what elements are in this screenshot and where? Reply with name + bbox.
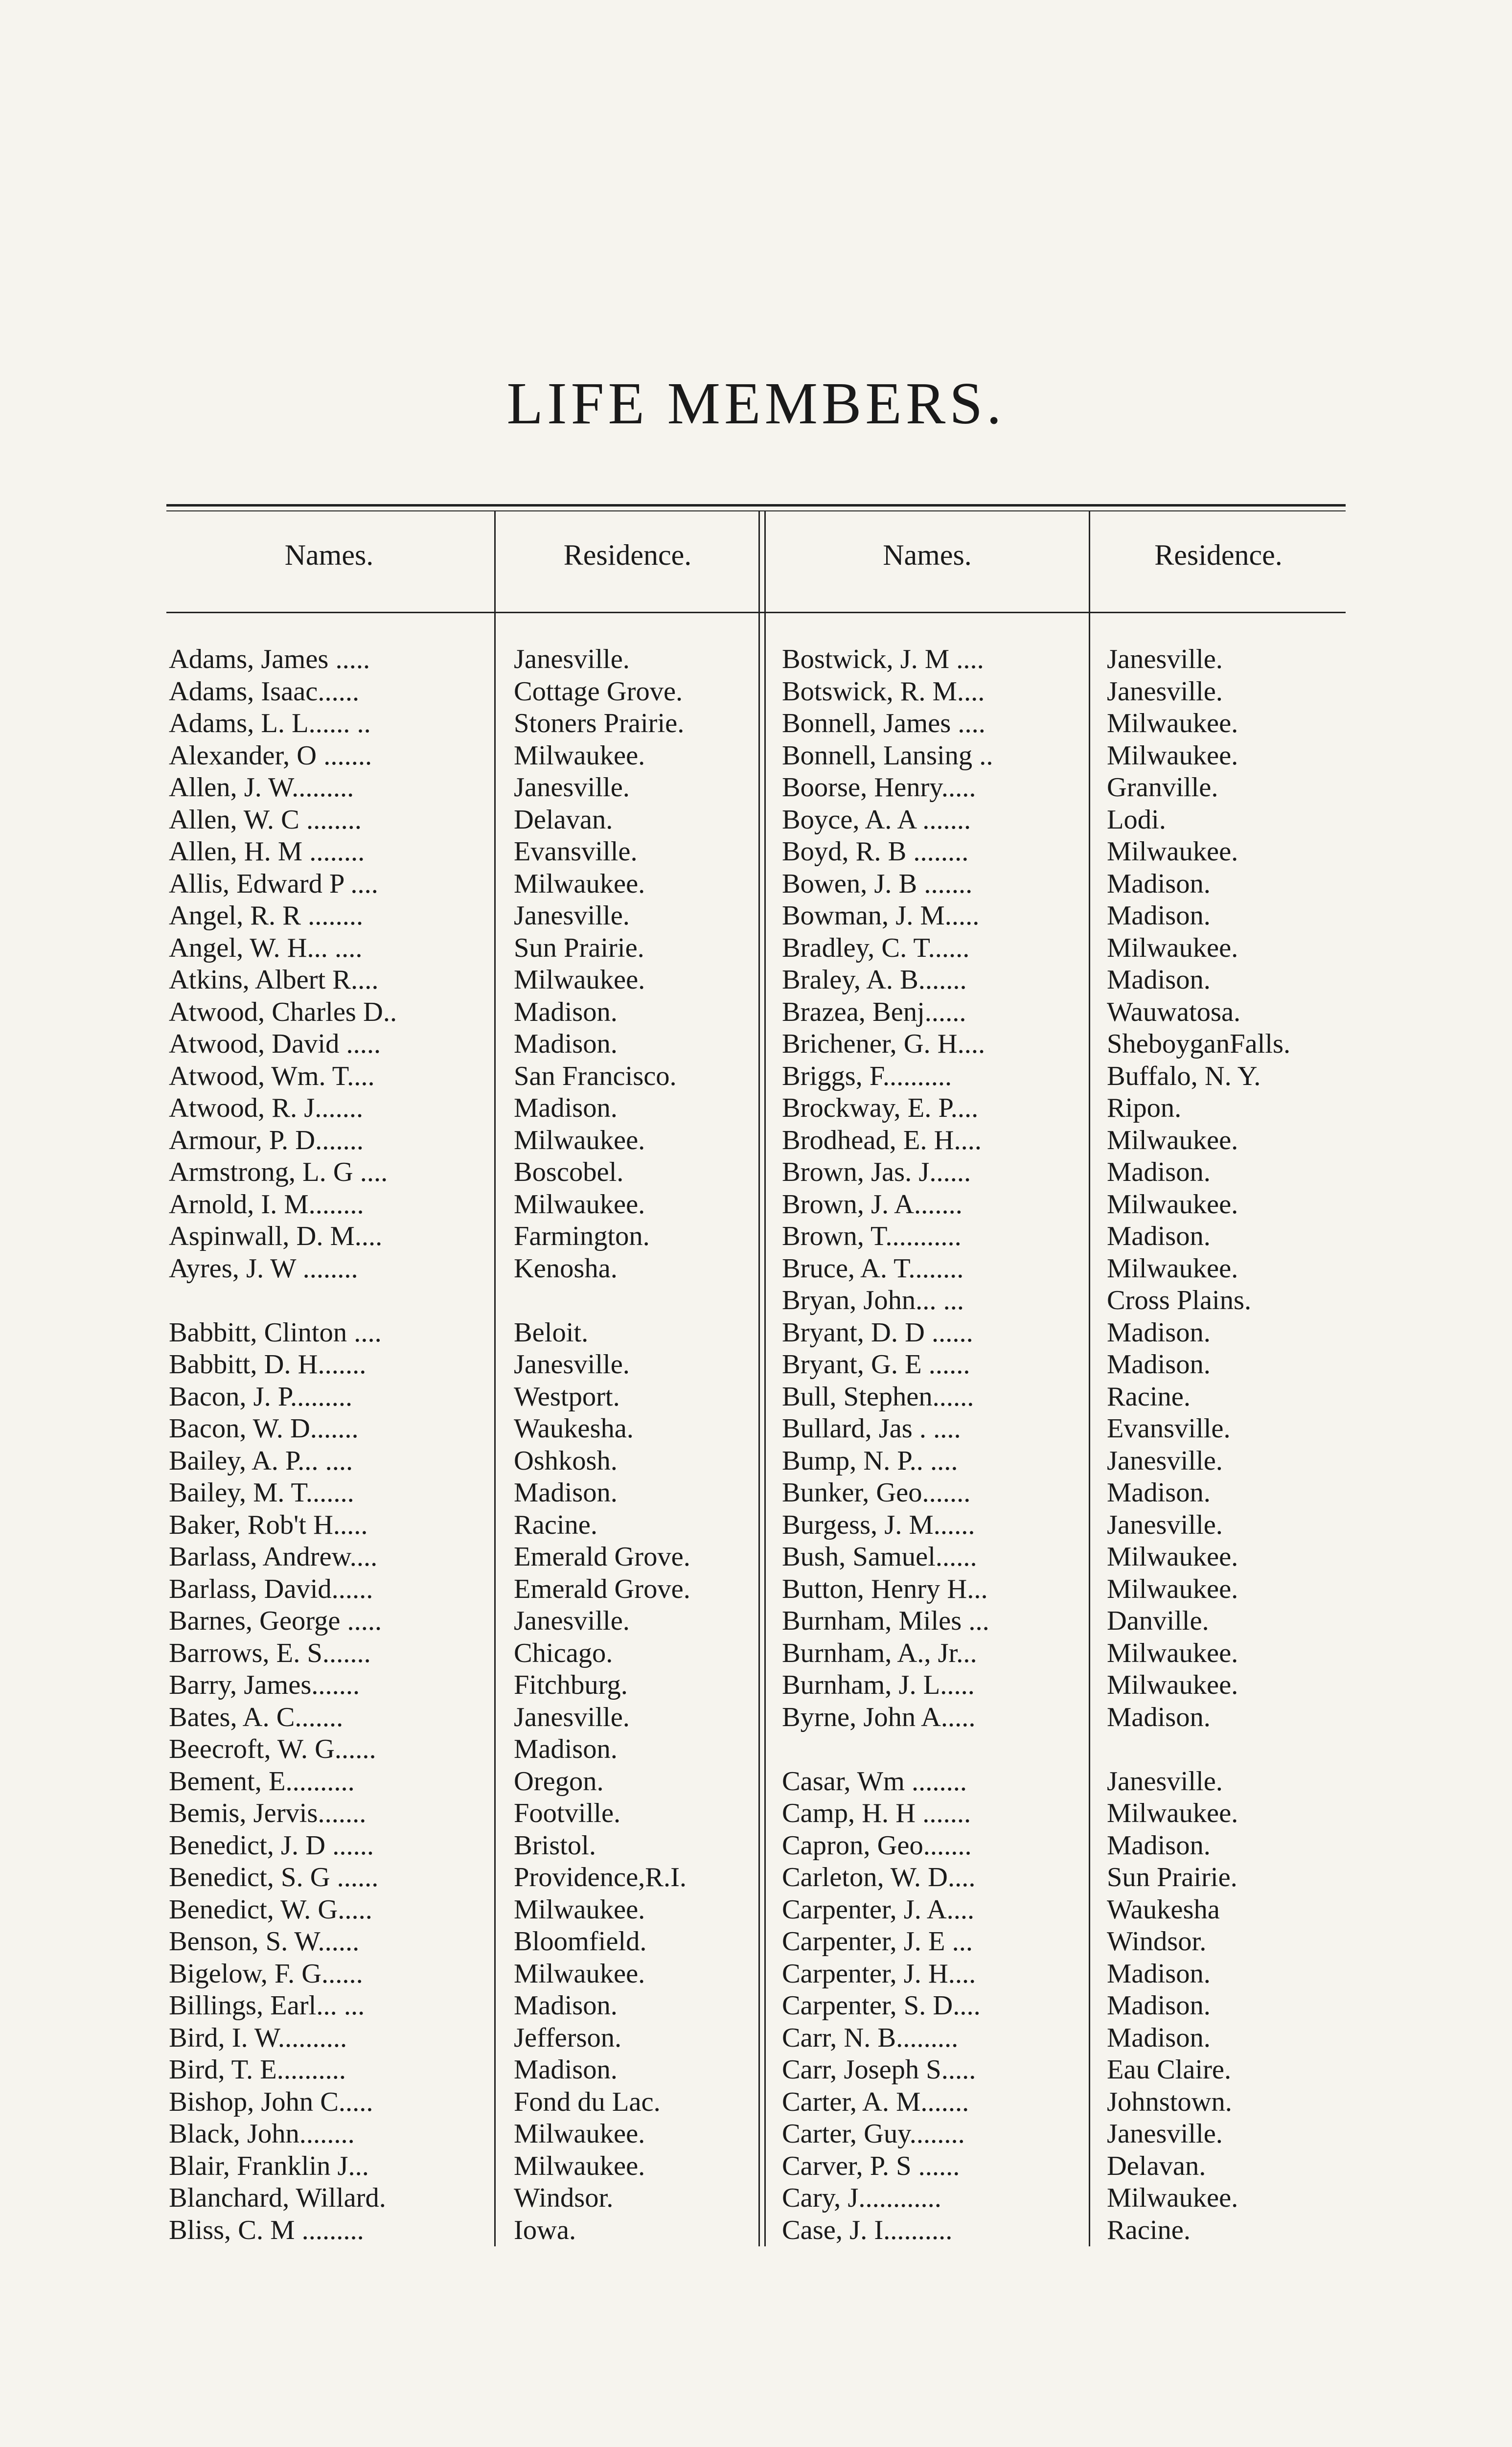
member-residence: Wauwatosa.	[1107, 996, 1241, 1027]
member-residence: Waukesha.	[514, 1413, 634, 1444]
member-name: Bemis, Jervis.......	[169, 1798, 367, 1828]
member-name: Bement, E..........	[169, 1766, 355, 1797]
member-residence: Janesville.	[1107, 676, 1223, 707]
member-name: Bowen, J. B .......	[782, 868, 973, 899]
member-residence: Madison.	[1107, 1221, 1211, 1251]
member-name: Bird, I. W..........	[169, 2022, 347, 2053]
member-residence: Janesville.	[1107, 1766, 1223, 1797]
member-residence: Janesville.	[514, 772, 630, 803]
member-name: Camp, H. H .......	[782, 1798, 971, 1828]
member-name: Allen, H. M ........	[169, 836, 365, 867]
member-residence: Milwaukee.	[514, 1894, 645, 1925]
header-names-right: Names.	[883, 539, 972, 571]
member-name: Bliss, C. M .........	[169, 2215, 364, 2245]
member-residence: Janesville.	[514, 1606, 630, 1636]
member-name: Adams, L. L...... ..	[169, 708, 371, 739]
member-residence	[514, 1285, 756, 1317]
member-name: Barry, James.......	[169, 1670, 360, 1700]
member-residence: Janesville.	[514, 644, 630, 674]
member-residence: Madison.	[1107, 1349, 1211, 1380]
member-residence: Madison.	[514, 1477, 618, 1508]
member-name: Brown, J. A.......	[782, 1189, 962, 1220]
member-name: Allis, Edward P ....	[169, 868, 378, 899]
member-residence: Delavan.	[514, 804, 613, 835]
member-residence: Oshkosh.	[514, 1445, 618, 1476]
member-name: Burnham, Miles ...	[782, 1606, 989, 1636]
member-residence: Evansville.	[514, 836, 638, 867]
member-residence: Milwaukee.	[514, 1125, 645, 1155]
member-name: Boorse, Henry.....	[782, 772, 976, 803]
member-residence: Madison.	[1107, 1317, 1211, 1348]
member-residence: Janesville.	[1107, 1509, 1223, 1540]
member-name: Angel, W. H... ....	[169, 932, 363, 963]
top-rule-thin	[166, 510, 1346, 511]
member-residence: Bloomfield.	[514, 1926, 647, 1957]
header-residence-right: Residence.	[1154, 539, 1283, 571]
right-names-column	[782, 644, 1085, 2246]
header-residence-left: Residence.	[563, 539, 692, 571]
member-residence: Madison.	[514, 1734, 618, 1764]
member-residence: Madison.	[1107, 900, 1211, 931]
member-residence: Madison.	[514, 1093, 618, 1123]
member-residence: Cross Plains.	[1107, 1285, 1252, 1316]
member-residence: Waukesha	[1107, 1894, 1220, 1925]
member-name: Billings, Earl... ...	[169, 1990, 365, 2021]
member-name: Brodhead, E. H....	[782, 1125, 982, 1155]
member-name: Barnes, George .....	[169, 1606, 382, 1636]
column-divider-2b	[764, 511, 766, 2246]
member-residence: Granville.	[1107, 772, 1218, 803]
member-name: Bostwick, J. M ....	[782, 644, 984, 674]
member-name: Bradley, C. T......	[782, 932, 970, 963]
member-name: Brockway, E. P....	[782, 1093, 979, 1123]
member-residence: Westport.	[514, 1381, 620, 1412]
member-residence: Lodi.	[1107, 804, 1166, 835]
member-name: Brichener, G. H....	[782, 1029, 985, 1059]
member-residence: Fond du Lac.	[514, 2086, 661, 2117]
member-residence: Beloit.	[514, 1317, 589, 1348]
member-residence: Jefferson.	[514, 2022, 622, 2053]
member-name: Carpenter, J. H....	[782, 1958, 976, 1989]
member-name	[169, 1285, 489, 1317]
member-name: Bump, N. P.. ....	[782, 1445, 958, 1476]
member-name: Black, John........	[169, 2119, 355, 2149]
member-name: Babbitt, D. H.......	[169, 1349, 367, 1380]
member-name: Case, J. I..........	[782, 2215, 953, 2245]
member-residence: Milwaukee.	[1107, 1670, 1238, 1700]
member-name: Bryan, John... ...	[782, 1285, 964, 1316]
member-residence: Bristol.	[514, 1830, 596, 1861]
top-rule-thick	[166, 504, 1346, 507]
member-residence: SheboyganFalls.	[1107, 1029, 1291, 1059]
member-residence: Oregon.	[514, 1766, 604, 1797]
member-name: Cary, J............	[782, 2183, 941, 2213]
member-residence: Milwaukee.	[514, 740, 645, 771]
member-residence: Iowa.	[514, 2215, 576, 2245]
member-name: Barlass, Andrew....	[169, 1542, 378, 1572]
member-name: Bonnell, James ....	[782, 708, 985, 739]
member-residence: Milwaukee.	[1107, 836, 1238, 867]
member-name: Ayres, J. W ........	[169, 1253, 358, 1284]
member-name: Boyce, A. A .......	[782, 804, 971, 835]
member-name: Braley, A. B.......	[782, 965, 967, 995]
member-name: Bailey, M. T.......	[169, 1477, 354, 1508]
member-residence: Janesville.	[514, 1349, 630, 1380]
member-residence: Milwaukee.	[514, 2119, 645, 2149]
member-name: Burnham, A., Jr...	[782, 1638, 977, 1668]
member-residence: Madison.	[514, 996, 618, 1027]
member-residence: Milwaukee.	[514, 1189, 645, 1220]
member-residence: Madison.	[1107, 1477, 1211, 1508]
member-residence: Buffalo, N. Y.	[1107, 1061, 1261, 1091]
member-name	[782, 1733, 1085, 1766]
member-residence: Janesville.	[1107, 2119, 1223, 2149]
right-residence-column	[1107, 644, 1361, 2246]
member-name: Bacon, J. P.........	[169, 1381, 353, 1412]
member-residence: Milwaukee.	[1107, 1638, 1238, 1668]
member-residence: Madison.	[1107, 1157, 1211, 1187]
member-name: Atwood, Charles D..	[169, 996, 397, 1027]
member-residence: Stoners Prairie.	[514, 708, 685, 739]
member-residence: Providence,R.I.	[514, 1862, 687, 1893]
member-residence: Milwaukee.	[1107, 740, 1238, 771]
member-residence: Milwaukee.	[1107, 1189, 1238, 1220]
member-name: Carleton, W. D....	[782, 1862, 976, 1893]
member-residence: Milwaukee.	[1107, 708, 1238, 739]
member-residence: Farmington.	[514, 1221, 650, 1251]
member-residence: Madison.	[1107, 1958, 1211, 1989]
member-name: Bush, Samuel......	[782, 1542, 977, 1572]
member-name: Carver, P. S ......	[782, 2150, 960, 2181]
member-name: Armour, P. D.......	[169, 1125, 364, 1155]
member-residence: Footville.	[514, 1798, 621, 1828]
member-name: Brown, Jas. J......	[782, 1157, 971, 1187]
member-name: Carter, Guy........	[782, 2119, 965, 2149]
member-name: Benson, S. W......	[169, 1926, 360, 1957]
left-residence-column	[514, 644, 756, 2246]
member-name: Bigelow, F. G......	[169, 1958, 363, 1989]
header-names-left: Names.	[284, 539, 374, 571]
member-residence: Cottage Grove.	[514, 676, 683, 707]
member-residence: Kenosha.	[514, 1253, 618, 1284]
member-name: Bacon, W. D.......	[169, 1413, 359, 1444]
member-residence: Milwaukee.	[1107, 1542, 1238, 1572]
member-residence: Sun Prairie.	[514, 932, 644, 963]
member-name: Bruce, A. T........	[782, 1253, 964, 1284]
member-name: Barrows, E. S.......	[169, 1638, 371, 1668]
member-residence: Ripon.	[1107, 1093, 1182, 1123]
member-name: Button, Henry H...	[782, 1573, 988, 1604]
member-residence: Madison.	[1107, 965, 1211, 995]
column-divider-3	[1089, 511, 1090, 2246]
member-name: Carr, N. B.........	[782, 2022, 959, 2053]
member-name: Allen, W. C ........	[169, 804, 362, 835]
member-residence: Milwaukee.	[514, 2150, 645, 2181]
member-residence: Boscobel.	[514, 1157, 624, 1187]
member-residence: Milwaukee.	[1107, 1798, 1238, 1828]
member-residence: Janesville.	[514, 1702, 630, 1732]
member-name: Capron, Geo.......	[782, 1830, 972, 1861]
member-name: Casar, Wm ........	[782, 1766, 967, 1797]
member-name: Carter, A. M.......	[782, 2086, 969, 2117]
member-name: Bullard, Jas . ....	[782, 1413, 961, 1444]
member-residence: Milwaukee.	[1107, 2183, 1238, 2213]
member-residence: Janesville.	[1107, 644, 1223, 674]
member-name: Armstrong, L. G ....	[169, 1157, 388, 1187]
member-name: Angel, R. R ........	[169, 900, 364, 931]
member-residence: Chicago.	[514, 1638, 613, 1668]
member-residence: Windsor.	[1107, 1926, 1207, 1957]
member-residence: Danville.	[1107, 1606, 1209, 1636]
member-name: Atwood, Wm. T....	[169, 1061, 375, 1091]
member-residence: Eau Claire.	[1107, 2055, 1232, 2085]
member-name: Bailey, A. P... ....	[169, 1445, 353, 1476]
member-name: Burnham, J. L.....	[782, 1670, 975, 1700]
member-residence: Racine.	[1107, 1381, 1191, 1412]
member-residence: Madison.	[1107, 868, 1211, 899]
member-residence: Madison.	[514, 2055, 618, 2085]
member-residence: Madison.	[514, 1029, 618, 1059]
member-residence: Madison.	[514, 1990, 618, 2021]
member-residence	[1107, 1733, 1361, 1766]
member-name: Burgess, J. M......	[782, 1509, 975, 1540]
left-names-column	[169, 644, 489, 2246]
member-name: Bonnell, Lansing ..	[782, 740, 993, 771]
member-name: Atwood, David .....	[169, 1029, 381, 1059]
member-residence: Emerald Grove.	[514, 1573, 690, 1604]
member-residence: Sun Prairie.	[1107, 1862, 1237, 1893]
member-residence: Madison.	[1107, 1990, 1211, 2021]
member-name: Blanchard, Willard.	[169, 2183, 386, 2213]
member-name: Carpenter, J. A....	[782, 1894, 975, 1925]
member-name: Aspinwall, D. M....	[169, 1221, 383, 1251]
member-residence: Racine.	[514, 1509, 597, 1540]
member-name: Alexander, O .......	[169, 740, 372, 771]
member-name: Bunker, Geo.......	[782, 1477, 971, 1508]
member-name: Byrne, John A.....	[782, 1702, 976, 1732]
member-residence: Milwaukee.	[1107, 1573, 1238, 1604]
member-residence: Janesville.	[514, 900, 630, 931]
member-residence: Madison.	[1107, 2022, 1211, 2053]
member-name: Benedict, J. D ......	[169, 1830, 374, 1861]
member-residence: Fitchburg.	[514, 1670, 628, 1700]
member-residence: Milwaukee.	[1107, 1125, 1238, 1155]
member-name: Baker, Rob't H.....	[169, 1509, 368, 1540]
member-name: Babbitt, Clinton ....	[169, 1317, 382, 1348]
member-residence: Milwaukee.	[514, 868, 645, 899]
member-name: Carr, Joseph S.....	[782, 2055, 976, 2085]
member-name: Barlass, David......	[169, 1573, 373, 1604]
column-divider-2a	[758, 511, 760, 2246]
member-name: Benedict, S. G ......	[169, 1862, 379, 1893]
member-name: Adams, James .....	[169, 644, 370, 674]
member-residence: Janesville.	[1107, 1445, 1223, 1476]
member-residence: Milwaukee.	[514, 1958, 645, 1989]
member-name: Briggs, F..........	[782, 1061, 952, 1091]
member-residence: Johnstown.	[1107, 2086, 1232, 2117]
member-residence: San Francisco.	[514, 1061, 677, 1091]
member-name: Benedict, W. G.....	[169, 1894, 372, 1925]
member-residence: Racine.	[1107, 2215, 1191, 2245]
member-name: Bishop, John C.....	[169, 2086, 373, 2117]
member-name: Atkins, Albert R....	[169, 965, 379, 995]
member-residence: Windsor.	[514, 2183, 614, 2213]
member-name: Brown, T...........	[782, 1221, 962, 1251]
member-name: Allen, J. W.........	[169, 772, 354, 803]
member-residence: Delavan.	[1107, 2150, 1206, 2181]
member-name: Bowman, J. M.....	[782, 900, 980, 931]
member-residence: Emerald Grove.	[514, 1542, 690, 1572]
member-name: Bryant, D. D ......	[782, 1317, 973, 1348]
member-name: Carpenter, J. E ...	[782, 1926, 973, 1957]
member-name: Bryant, G. E ......	[782, 1349, 970, 1380]
member-name: Arnold, I. M........	[169, 1189, 364, 1220]
member-residence: Milwaukee.	[1107, 1253, 1238, 1284]
member-residence: Milwaukee.	[1107, 932, 1238, 963]
member-name: Botswick, R. M....	[782, 676, 985, 707]
member-name: Brazea, Benj......	[782, 996, 966, 1027]
member-name: Blair, Franklin J...	[169, 2150, 369, 2181]
member-name: Boyd, R. B ........	[782, 836, 969, 867]
member-residence: Evansville.	[1107, 1413, 1231, 1444]
member-name: Atwood, R. J.......	[169, 1093, 364, 1123]
member-name: Beecroft, W. G......	[169, 1734, 376, 1764]
member-name: Bird, T. E..........	[169, 2055, 346, 2085]
member-name: Adams, Isaac......	[169, 676, 360, 707]
member-residence: Madison.	[1107, 1830, 1211, 1861]
member-residence: Madison.	[1107, 1702, 1211, 1732]
member-name: Carpenter, S. D....	[782, 1990, 981, 2021]
member-residence: Milwaukee.	[514, 965, 645, 995]
member-name: Bates, A. C.......	[169, 1702, 344, 1732]
member-name: Bull, Stephen......	[782, 1381, 974, 1412]
column-divider-1	[494, 511, 496, 2246]
page-title: LIFE MEMBERS.	[506, 370, 1006, 437]
header-rule	[166, 612, 1346, 613]
